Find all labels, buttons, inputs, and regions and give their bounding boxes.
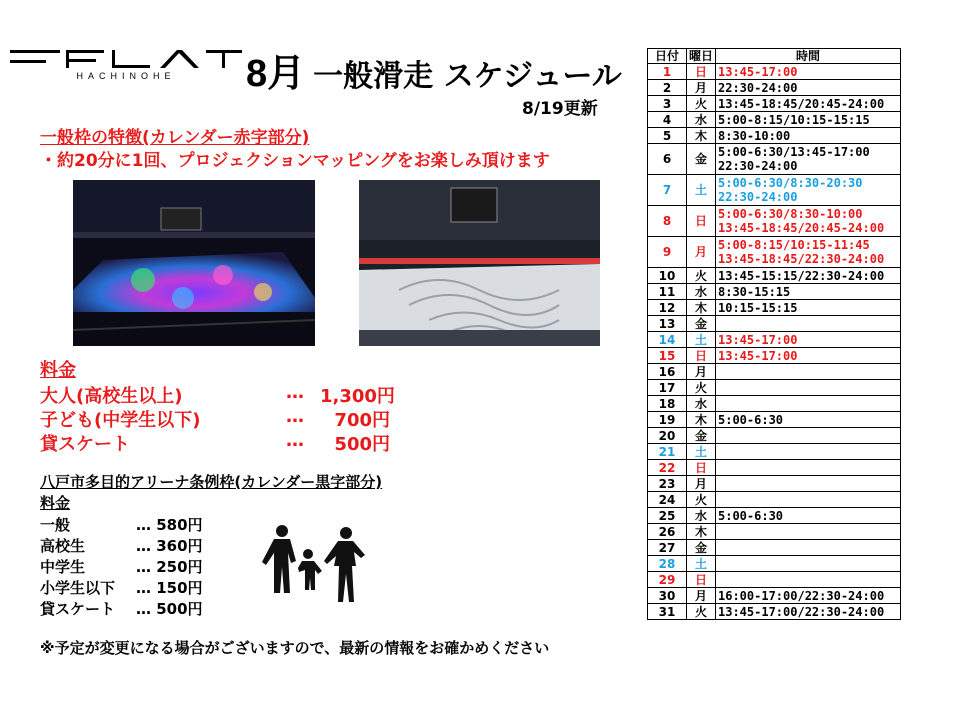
arena-fee-price: … 250円: [136, 558, 203, 576]
schedule-row: [648, 80, 901, 96]
fee-label: 子ども(中学生以下): [40, 410, 201, 431]
day-cell: 22: [648, 460, 687, 476]
fee-dots: …: [286, 430, 304, 451]
day-cell: 21: [648, 444, 687, 460]
title-subtitle: 一般滑走 スケジュール: [313, 59, 622, 94]
day-cell: 12: [648, 300, 687, 316]
schedule-row: [648, 428, 901, 444]
time-cell: [716, 540, 901, 556]
schedule-body: [648, 64, 901, 620]
arena-fee-label: 小学生以下: [40, 579, 116, 597]
weekday-cell: 月: [687, 80, 716, 96]
weekday-cell: 土: [687, 332, 716, 348]
fee-price: 1,300円: [320, 386, 395, 407]
day-cell: 3: [648, 96, 687, 112]
weekday-cell: 木: [687, 300, 716, 316]
day-cell: 24: [648, 492, 687, 508]
weekday-cell: 月: [687, 364, 716, 380]
day-cell: 4: [648, 112, 687, 128]
time-cell: 13:45-18:45/20:45-24:00: [716, 96, 901, 112]
day-cell: 23: [648, 476, 687, 492]
schedule-row: [648, 348, 901, 364]
schedule-row: [648, 96, 901, 112]
weekday-cell: 金: [687, 316, 716, 332]
time-cell: [716, 556, 901, 572]
time-cell: 13:45-17:00: [716, 348, 901, 364]
fee-dots: …: [286, 382, 304, 403]
schedule-row: [648, 556, 901, 572]
time-cell: [716, 524, 901, 540]
time-cell: 5:00-6:30/13:45-17:00 22:30-24:00: [716, 144, 901, 175]
weekday-cell: 火: [687, 96, 716, 112]
time-cell: [716, 380, 901, 396]
arena-fee-price: … 500円: [136, 600, 203, 618]
day-cell: 25: [648, 508, 687, 524]
time-cell: 13:45-17:00: [716, 64, 901, 80]
schedule-row: [648, 112, 901, 128]
schedule-row: [648, 64, 901, 80]
schedule-header-row: [648, 49, 901, 64]
arena-fee-row: [40, 514, 203, 535]
schedule-row: [648, 412, 901, 428]
arena-fee-label: 貸スケート: [40, 600, 116, 618]
features-text: ・約20分に1回、プロジェクションマッピングをお楽しみ頂けます: [40, 151, 550, 171]
schedule-row: [648, 175, 901, 206]
rink-photo-maze: [359, 180, 600, 346]
weekday-cell: 土: [687, 556, 716, 572]
fee-row: [40, 382, 395, 408]
weekday-cell: 金: [687, 540, 716, 556]
day-cell: 6: [648, 144, 687, 175]
time-cell: 13:45-17:00/22:30-24:00: [716, 604, 901, 620]
arena-fee-price: … 150円: [136, 579, 203, 597]
time-cell: [716, 476, 901, 492]
flat-logo-mark: [10, 48, 242, 70]
arena-fees-heading: 料金: [40, 494, 71, 512]
schedule-row: [648, 144, 901, 175]
weekday-cell: 月: [687, 237, 716, 268]
time-cell: 13:45-17:00: [716, 332, 901, 348]
weekday-cell: 土: [687, 175, 716, 206]
arena-fee-label: 一般: [40, 516, 71, 534]
schedule-row: [648, 524, 901, 540]
day-cell: 30: [648, 588, 687, 604]
schedule-row: [648, 444, 901, 460]
arena-fee-row: [40, 535, 203, 556]
header-time: 時間: [716, 49, 901, 64]
time-cell: [716, 316, 901, 332]
time-cell: [716, 364, 901, 380]
day-cell: 20: [648, 428, 687, 444]
weekday-cell: 水: [687, 112, 716, 128]
arena-fee-price: … 360円: [136, 537, 203, 555]
schedule-row: [648, 268, 901, 284]
day-cell: 28: [648, 556, 687, 572]
day-cell: 8: [648, 206, 687, 237]
weekday-cell: 木: [687, 412, 716, 428]
arena-heading: 八戸市多目的アリーナ条例枠(カレンダー黒字部分): [40, 473, 383, 491]
time-cell: 5:00-6:30: [716, 412, 901, 428]
schedule-row: [648, 380, 901, 396]
arena-fee-row: [40, 577, 203, 598]
day-cell: 13: [648, 316, 687, 332]
weekday-cell: 木: [687, 524, 716, 540]
day-cell: 1: [648, 64, 687, 80]
schedule-row: [648, 572, 901, 588]
arena-fee-row: [40, 598, 203, 619]
schedule-row: [648, 332, 901, 348]
schedule-table: [647, 48, 901, 620]
day-cell: 7: [648, 175, 687, 206]
rink-photo-projection: [73, 180, 315, 346]
weekday-cell: 月: [687, 588, 716, 604]
fee-row: [40, 430, 390, 456]
time-cell: 5:00-6:30/8:30-20:30 22:30-24:00: [716, 175, 901, 206]
day-cell: 29: [648, 572, 687, 588]
time-cell: 22:30-24:00: [716, 80, 901, 96]
schedule-row: [648, 364, 901, 380]
weekday-cell: 木: [687, 128, 716, 144]
weekday-cell: 日: [687, 206, 716, 237]
time-cell: 8:30-10:00: [716, 128, 901, 144]
arena-fee-row: [40, 556, 203, 577]
schedule-change-note: ※予定が変更になる場合がございますので、最新の情報をお確かめください: [40, 639, 550, 657]
day-cell: 31: [648, 604, 687, 620]
fee-price: 500円: [334, 434, 390, 455]
schedule-row: [648, 460, 901, 476]
day-cell: 14: [648, 332, 687, 348]
weekday-cell: 日: [687, 64, 716, 80]
day-cell: 9: [648, 237, 687, 268]
day-cell: 10: [648, 268, 687, 284]
title-month: 8月: [246, 53, 306, 95]
schedule-row: [648, 540, 901, 556]
arena-fee-price: … 580円: [136, 516, 203, 534]
day-cell: 16: [648, 364, 687, 380]
weekday-cell: 水: [687, 508, 716, 524]
day-cell: 18: [648, 396, 687, 412]
weekday-cell: 日: [687, 460, 716, 476]
weekday-cell: 火: [687, 492, 716, 508]
day-cell: 17: [648, 380, 687, 396]
weekday-cell: 火: [687, 268, 716, 284]
weekday-cell: 月: [687, 476, 716, 492]
day-cell: 19: [648, 412, 687, 428]
page-title: [246, 42, 622, 97]
schedule-row: [648, 128, 901, 144]
weekday-cell: 水: [687, 396, 716, 412]
fee-dots: …: [286, 406, 304, 427]
time-cell: 8:30-15:15: [716, 284, 901, 300]
day-cell: 15: [648, 348, 687, 364]
weekday-cell: 日: [687, 348, 716, 364]
day-cell: 5: [648, 128, 687, 144]
schedule-row: [648, 300, 901, 316]
time-cell: [716, 492, 901, 508]
time-cell: [716, 396, 901, 412]
fee-row: [40, 406, 390, 432]
day-cell: 27: [648, 540, 687, 556]
day-cell: 26: [648, 524, 687, 540]
header-day: 日付: [648, 49, 687, 64]
day-cell: 11: [648, 284, 687, 300]
weekday-cell: 金: [687, 428, 716, 444]
flat-logo: [10, 48, 242, 84]
schedule-row: [648, 206, 901, 237]
time-cell: 5:00-8:15/10:15-11:45 13:45-18:45/22:30-24:00: [716, 237, 901, 268]
arena-fee-label: 高校生: [40, 537, 86, 555]
weekday-cell: 火: [687, 380, 716, 396]
schedule-row: [648, 396, 901, 412]
weekday-cell: 日: [687, 572, 716, 588]
fee-label: 大人(高校生以上): [40, 386, 183, 407]
schedule-row: [648, 284, 901, 300]
fees-heading: 料金: [40, 360, 76, 381]
time-cell: 5:00-6:30/8:30-10:00 13:45-18:45/20:45-24:00: [716, 206, 901, 237]
family-silhouette-icon: [262, 524, 368, 604]
schedule-row: [648, 508, 901, 524]
logo-subtitle: HACHINOHE: [76, 71, 176, 81]
weekday-cell: 土: [687, 444, 716, 460]
weekday-cell: 火: [687, 604, 716, 620]
schedule-row: [648, 316, 901, 332]
time-cell: [716, 572, 901, 588]
schedule-row: [648, 476, 901, 492]
time-cell: 16:00-17:00/22:30-24:00: [716, 588, 901, 604]
weekday-cell: 金: [687, 144, 716, 175]
fee-price: 700円: [334, 410, 390, 431]
header-weekday: 曜日: [687, 49, 716, 64]
schedule-row: [648, 588, 901, 604]
fee-label: 貸スケート: [40, 434, 130, 455]
schedule-row: [648, 237, 901, 268]
time-cell: 13:45-15:15/22:30-24:00: [716, 268, 901, 284]
time-cell: 5:00-8:15/10:15-15:15: [716, 112, 901, 128]
time-cell: [716, 460, 901, 476]
schedule-row: [648, 604, 901, 620]
day-cell: 2: [648, 80, 687, 96]
time-cell: 10:15-15:15: [716, 300, 901, 316]
time-cell: 5:00-6:30: [716, 508, 901, 524]
time-cell: [716, 444, 901, 460]
schedule-row: [648, 492, 901, 508]
time-cell: [716, 428, 901, 444]
updated-date: 8/19更新: [522, 99, 598, 119]
weekday-cell: 水: [687, 284, 716, 300]
arena-fee-label: 中学生: [40, 558, 86, 576]
features-heading: 一般枠の特徴(カレンダー赤字部分): [40, 128, 310, 148]
